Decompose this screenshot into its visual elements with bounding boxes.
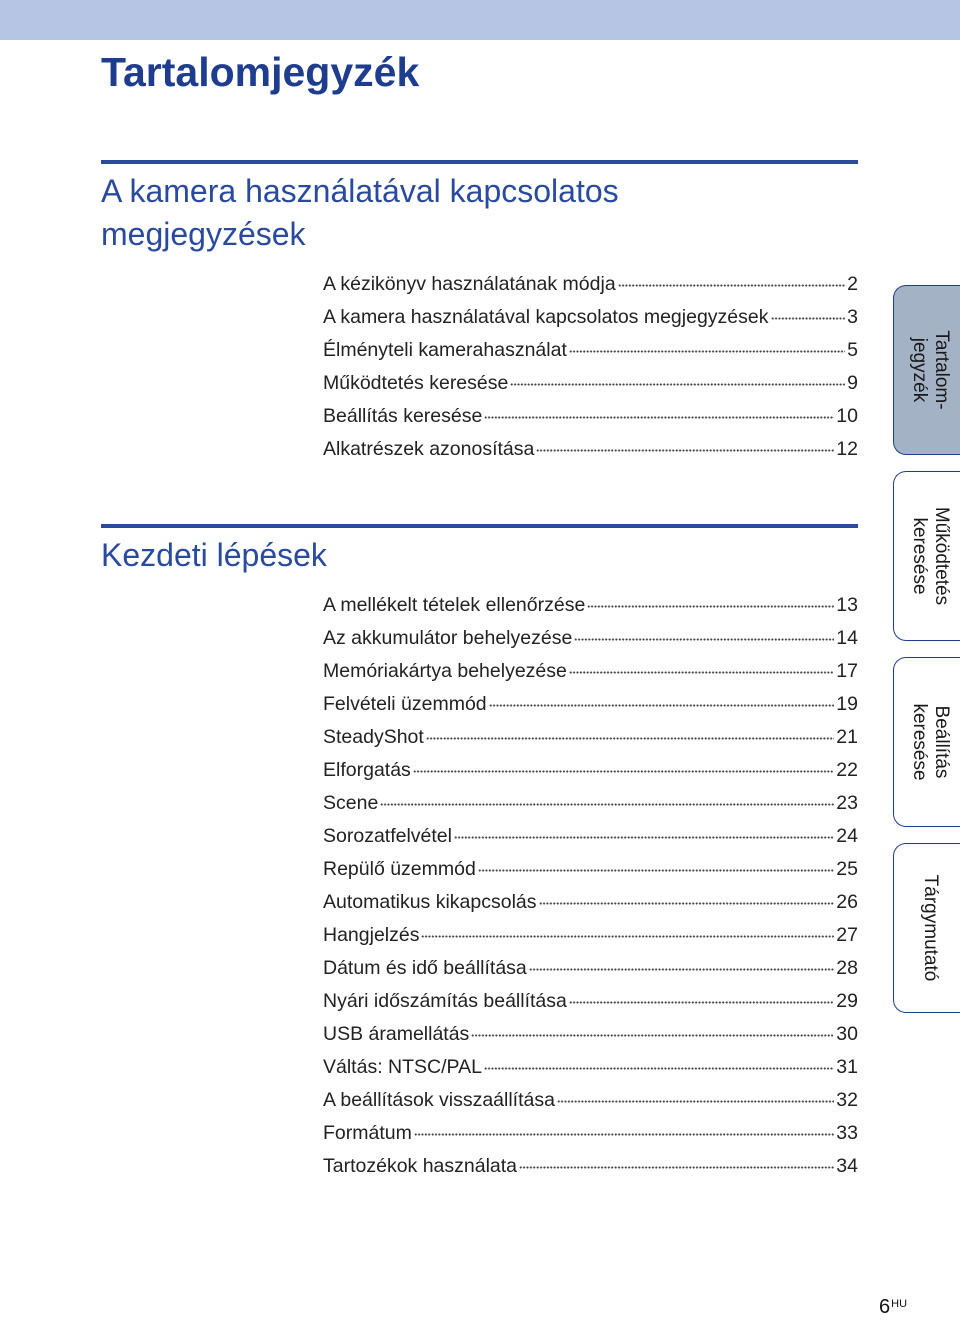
dot-leader bbox=[569, 668, 834, 676]
section-heading-camera-notes: A kamera használatával kapcsolatos megjegyzések bbox=[101, 173, 619, 252]
dot-leader bbox=[618, 281, 845, 289]
dot-leader bbox=[536, 446, 834, 454]
toc-item[interactable] bbox=[323, 787, 858, 820]
toc-item-label: Váltás: NTSC/PAL bbox=[323, 1056, 482, 1078]
toc-item[interactable] bbox=[323, 985, 858, 1018]
toc-item-page: 19 bbox=[836, 693, 858, 715]
dot-leader bbox=[413, 767, 834, 775]
toc-item-page: 13 bbox=[836, 594, 858, 616]
toc-item-page: 27 bbox=[836, 924, 858, 946]
toc-item-page: 32 bbox=[836, 1089, 858, 1111]
toc-item-page: 29 bbox=[836, 990, 858, 1012]
toc-item[interactable] bbox=[323, 886, 858, 919]
dot-leader bbox=[421, 932, 834, 940]
toc-item-page: 30 bbox=[836, 1023, 858, 1045]
toc-item-page: 34 bbox=[836, 1155, 858, 1177]
toc-item-label: Dátum és idő beállítása bbox=[323, 957, 527, 979]
toc-item[interactable] bbox=[323, 919, 858, 952]
toc-item[interactable] bbox=[323, 622, 858, 655]
toc-item-label: Működtetés keresése bbox=[323, 372, 509, 394]
dot-leader bbox=[529, 965, 835, 973]
dot-leader bbox=[414, 1130, 834, 1138]
dot-leader bbox=[569, 998, 834, 1006]
toc-item[interactable] bbox=[323, 268, 858, 301]
toc-item-label: Nyári időszámítás beállítása bbox=[323, 990, 567, 1012]
dot-leader bbox=[484, 413, 834, 421]
top-band bbox=[0, 0, 960, 40]
toc-item-page: 14 bbox=[836, 627, 858, 649]
page-number-value: 6 bbox=[879, 1296, 891, 1318]
dot-leader bbox=[454, 833, 834, 841]
toc-item[interactable] bbox=[323, 952, 858, 985]
dot-leader bbox=[539, 899, 835, 907]
toc-item[interactable] bbox=[323, 1018, 858, 1051]
toc-item[interactable] bbox=[323, 655, 858, 688]
dot-leader bbox=[426, 734, 834, 742]
toc-item-page: 3 bbox=[847, 306, 858, 328]
toc-item-label: A beállítások visszaállítása bbox=[323, 1089, 555, 1111]
toc-item-label: Alkatrészek azonosítása bbox=[323, 438, 535, 460]
dot-leader bbox=[489, 701, 835, 709]
toc-item[interactable] bbox=[323, 1051, 858, 1084]
section-rule bbox=[101, 524, 858, 528]
dot-leader bbox=[484, 1064, 834, 1072]
toc-item-label: SteadyShot bbox=[323, 726, 424, 748]
toc-item-page: 12 bbox=[836, 438, 858, 460]
toc-item-label: Élményteli kamerahasználat bbox=[323, 339, 567, 361]
dot-leader bbox=[557, 1097, 834, 1105]
toc-item[interactable] bbox=[323, 754, 858, 787]
dot-leader bbox=[771, 314, 846, 322]
toc-item-page: 23 bbox=[836, 792, 858, 814]
section-rule bbox=[101, 160, 858, 164]
toc-item[interactable] bbox=[323, 1150, 858, 1183]
toc-item[interactable] bbox=[323, 853, 858, 886]
toc-item-label: Sorozatfelvétel bbox=[323, 825, 452, 847]
toc-item-page: 24 bbox=[836, 825, 858, 847]
page-number-suffix: HU bbox=[891, 1298, 908, 1310]
toc-item-label: Beállítás keresése bbox=[323, 405, 483, 427]
toc-item-label: Repülő üzemmód bbox=[323, 858, 476, 880]
dot-leader bbox=[471, 1031, 834, 1039]
toc-item-label: USB áramellátás bbox=[323, 1023, 470, 1045]
side-tab-label: Tartalom- jegyzék bbox=[909, 330, 952, 410]
toc-item-page: 9 bbox=[847, 372, 858, 394]
dot-leader bbox=[510, 380, 845, 388]
dot-leader bbox=[569, 347, 845, 355]
toc-list-getting-started bbox=[323, 589, 858, 1183]
dot-leader bbox=[574, 635, 834, 643]
toc-item-label: Tartozékok használata bbox=[323, 1155, 518, 1177]
toc-item-label: A mellékelt tételek ellenőrzése bbox=[323, 594, 586, 616]
toc-item[interactable] bbox=[323, 334, 858, 367]
toc-item-page: 5 bbox=[847, 339, 858, 361]
toc-item-label: Elforgatás bbox=[323, 759, 411, 781]
side-tab-index[interactable] bbox=[893, 843, 960, 1013]
toc-item-page: 10 bbox=[836, 405, 858, 427]
toc-item[interactable] bbox=[323, 400, 858, 433]
side-tab-operation-search[interactable] bbox=[893, 471, 960, 641]
side-tab-table-of-contents[interactable] bbox=[893, 285, 960, 455]
dot-leader bbox=[519, 1163, 834, 1171]
toc-item-page: 21 bbox=[836, 726, 858, 748]
toc-item-page: 25 bbox=[836, 858, 858, 880]
side-tab-label: Tárgymutató bbox=[920, 874, 941, 982]
toc-item-label: Az akkumulátor behelyezése bbox=[323, 627, 573, 649]
toc-item-label: Automatikus kikapcsolás bbox=[323, 891, 537, 913]
toc-item-label: A kamera használatával kapcsolatos megjegyzések bbox=[323, 306, 769, 328]
toc-item-label: Memóriakártya behelyezése bbox=[323, 660, 567, 682]
page-number bbox=[879, 1296, 907, 1319]
side-tab-label: Működtetés keresése bbox=[909, 506, 952, 606]
toc-item[interactable] bbox=[323, 1084, 858, 1117]
side-tab-settings-search[interactable] bbox=[893, 657, 960, 827]
toc-item-page: 2 bbox=[847, 273, 858, 295]
page-title: Tartalomjegyzék bbox=[101, 49, 420, 95]
side-tab-label: Beállítás keresése bbox=[909, 703, 952, 781]
toc-item[interactable] bbox=[323, 589, 858, 622]
dot-leader bbox=[478, 866, 834, 874]
toc-item-page: 22 bbox=[836, 759, 858, 781]
toc-item[interactable] bbox=[323, 301, 858, 334]
toc-item-label: Scene bbox=[323, 792, 379, 814]
toc-item[interactable] bbox=[323, 367, 858, 400]
toc-item[interactable] bbox=[323, 820, 858, 853]
toc-item-page: 33 bbox=[836, 1122, 858, 1144]
toc-item-page: 31 bbox=[836, 1056, 858, 1078]
toc-item-page: 26 bbox=[836, 891, 858, 913]
toc-item-page: 17 bbox=[836, 660, 858, 682]
toc-item[interactable] bbox=[323, 1117, 858, 1150]
toc-item[interactable] bbox=[323, 688, 858, 721]
section-heading-getting-started: Kezdeti lépések bbox=[101, 537, 327, 573]
toc-item-label: A kézikönyv használatának módja bbox=[323, 273, 616, 295]
toc-item-label: Hangjelzés bbox=[323, 924, 420, 946]
dot-leader bbox=[380, 800, 834, 808]
dot-leader bbox=[587, 602, 834, 610]
toc-item-page: 28 bbox=[836, 957, 858, 979]
toc-list-camera-notes bbox=[323, 268, 858, 466]
toc-item[interactable] bbox=[323, 433, 858, 466]
toc-item-label: Formátum bbox=[323, 1122, 412, 1144]
toc-item[interactable] bbox=[323, 721, 858, 754]
toc-item-label: Felvételi üzemmód bbox=[323, 693, 487, 715]
